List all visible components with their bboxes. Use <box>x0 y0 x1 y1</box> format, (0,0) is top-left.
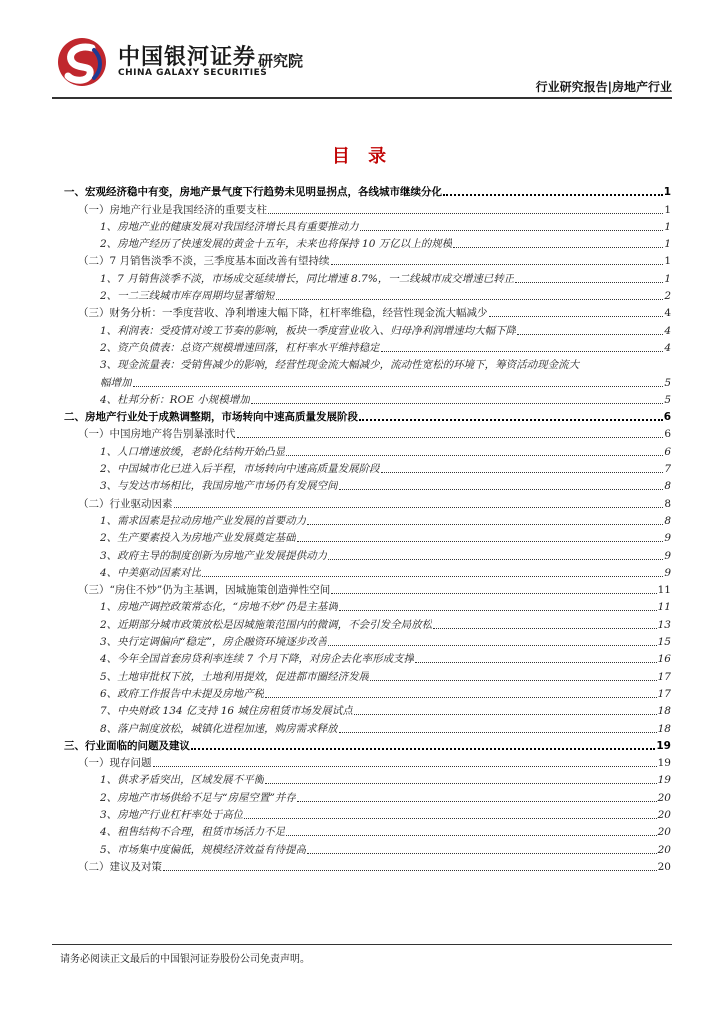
page-header <box>0 0 724 100</box>
toc-dot-leader <box>359 419 663 421</box>
toc-entry-label: 5、市场集中度偏低，规模经济效益有待提高 <box>100 843 307 856</box>
toc-entry[interactable] <box>64 441 671 458</box>
toc-entry-page: 9 <box>664 566 671 579</box>
toc-entry-page: 15 <box>657 636 671 649</box>
toc-entry-label: 4、租售结构不合理，租赁市场活力不足 <box>100 826 286 839</box>
toc-entry[interactable] <box>64 666 671 683</box>
toc-entry[interactable] <box>64 251 671 268</box>
galaxy-s-logo-icon <box>56 36 108 88</box>
toc-entry-label: （一）现存问题 <box>78 757 152 770</box>
toc-entry-page: 1 <box>663 186 671 199</box>
toc-entry-page: 20 <box>657 808 671 821</box>
toc-entry-label: 3、与发达市场相比，我国房地产市场仍有发展空间 <box>100 480 338 493</box>
toc-entry-page: 18 <box>657 705 671 718</box>
toc-entry-page: 6 <box>663 411 671 424</box>
toc-entry-page: 1 <box>664 255 671 268</box>
toc-entry-label: 4、杜邦分析：ROE 小规模增加 <box>100 393 250 406</box>
toc-entry-page: 1 <box>664 238 671 251</box>
report-category: 行业研究报告|房地产行业 <box>535 80 672 94</box>
toc-entry-page: 11 <box>657 601 671 614</box>
toc-entry-label: 1、人口增速放缓，老龄化结构开始凸显 <box>100 445 286 458</box>
toc-entry-label: 6、政府工作报告中未提及房地产税 <box>100 687 265 700</box>
toc-entry-label: 2、中国城市化已进入后半程，市场转向中速高质量发展阶段 <box>100 463 380 476</box>
toc-entry-page: 7 <box>664 463 671 476</box>
toc-entry[interactable] <box>64 303 671 320</box>
toc-entry-page: 1 <box>664 220 671 233</box>
toc-entry-label: （二）建议及对策 <box>78 860 162 873</box>
toc-entry[interactable] <box>64 753 671 770</box>
toc-dot-leader <box>268 213 663 214</box>
toc-entry[interactable] <box>64 614 671 631</box>
toc-entry[interactable] <box>64 355 671 372</box>
toc-dot-leader <box>202 576 663 577</box>
toc-entry[interactable] <box>64 338 671 355</box>
toc-dot-leader <box>354 714 657 715</box>
toc-entry[interactable] <box>64 718 671 735</box>
toc-dot-leader <box>370 680 656 681</box>
toc-entry-page: 5 <box>664 393 671 406</box>
toc-entry-label: 三、行业面临的问题及建议 <box>64 739 190 752</box>
toc-entry[interactable] <box>64 199 671 216</box>
toc-dot-leader <box>265 697 656 698</box>
toc-entry-page: 16 <box>657 653 671 666</box>
toc-entry[interactable] <box>64 182 671 199</box>
toc-entry-page: 1 <box>664 272 671 285</box>
toc-entry[interactable] <box>64 476 671 493</box>
toc-entry[interactable] <box>64 684 671 701</box>
toc-entry[interactable] <box>64 528 671 545</box>
toc-entry[interactable] <box>64 286 671 303</box>
toc-dot-leader <box>307 853 656 854</box>
toc-entry-label: 幅增加 <box>100 376 132 389</box>
toc-dot-leader <box>328 559 663 560</box>
toc-entry[interactable] <box>64 839 671 856</box>
toc-dot-leader <box>153 766 657 767</box>
toc-entry-page: 17 <box>657 687 671 700</box>
toc-entry-label: 1、7 月销售淡季不淡，市场成交延续增长，同比增速 8.7%，一二线城市成交增速已转正 <box>100 272 515 285</box>
toc-entry[interactable] <box>64 424 671 441</box>
toc-entry[interactable] <box>64 632 671 649</box>
toc-entry-label: 2、近期部分城市政策放松是因城施策范围内的微调，不会引发全局放松 <box>100 618 433 631</box>
toc-entry[interactable] <box>64 822 671 839</box>
toc-entry-page: 8 <box>664 514 671 527</box>
toc-entry[interactable] <box>64 511 671 528</box>
toc-entry-label: 3、央行定调偏向“稳定”，房企融资环境逐步改善 <box>100 636 328 649</box>
toc-entry-page: 18 <box>657 722 671 735</box>
toc-entry-label: 7、中央财政 134 亿支持 16 城住房租赁市场发展试点 <box>100 705 353 718</box>
toc-dot-leader <box>489 316 664 317</box>
toc-dot-leader <box>174 507 664 508</box>
toc-entry-page: 4 <box>664 324 671 337</box>
toc-entry-label: 3、房地产行业杠杆率处于高位 <box>100 808 244 821</box>
toc-entry[interactable] <box>64 857 671 874</box>
toc-entry-label: 4、今年全国首套房贷利率连续 7 个月下降，对房企去化率形成支撑 <box>100 653 415 666</box>
toc-entry-label: 2、一二三线城市库存周期均显著缩短 <box>100 290 275 303</box>
toc-entry-label: 1、利润表：受疫情对竣工节奏的影响，板块一季度营业收入、归母净利润增速均大幅下降 <box>100 324 517 337</box>
toc-entry-label: 2、生产要素投入为房地产业发展奠定基础 <box>100 532 296 545</box>
toc-entry-page: 9 <box>664 549 671 562</box>
toc-dot-leader <box>331 264 664 265</box>
toc-dot-leader <box>415 662 657 663</box>
toc-entry[interactable] <box>64 320 671 337</box>
toc-dot-leader <box>191 748 655 750</box>
footer-disclaimer: 请务必阅读正文最后的中国银河证券股份公司免责声明。 <box>60 954 310 965</box>
toc-entry-page: 19 <box>657 774 671 787</box>
toc-dot-leader <box>443 194 663 196</box>
toc-entry[interactable] <box>64 390 671 407</box>
toc-entry[interactable] <box>64 545 671 562</box>
toc-entry-page: 20 <box>657 860 671 873</box>
toc-entry-label: 1、需求因素是拉动房地产业发展的首要动力 <box>100 514 307 527</box>
toc-entry[interactable] <box>64 268 671 285</box>
toc-dot-leader <box>297 541 664 542</box>
toc-entry-label: （一）中国房地产将告别暴涨时代 <box>78 428 236 441</box>
toc-entry-page: 20 <box>657 826 671 839</box>
toc-entry[interactable] <box>64 787 671 804</box>
toc-dot-leader <box>251 403 664 404</box>
toc-entry[interactable] <box>64 459 671 476</box>
toc-dot-leader <box>265 783 656 784</box>
toc-dot-leader <box>237 437 664 438</box>
toc-entry-label: 3、政府主导的制度创新为房地产业发展提供动力 <box>100 549 328 562</box>
toc-dot-leader <box>517 334 663 335</box>
toc-entry-label: 4、中美驱动因素对比 <box>100 566 202 579</box>
toc-dot-leader <box>297 801 657 802</box>
toc-entry-label: 5、土地审批权下放，土地利用提效，促进都市圈经济发展 <box>100 670 370 683</box>
toc-dot-leader <box>163 870 657 871</box>
toc-dot-leader <box>381 351 664 352</box>
toc-entry-label: （二）7 月销售淡季不淡，三季度基本面改善有望持续 <box>78 255 330 268</box>
brand-institute: 研究院 <box>258 52 304 70</box>
toc-entry-label: （二）行业驱动因素 <box>78 497 173 510</box>
toc-entry-label: 2、房地产经历了快速发展的黄金十五年，未来也将保持 10 万亿以上的规模 <box>100 238 453 251</box>
toc-dot-leader <box>286 835 656 836</box>
toc-entry-label: （一）房地产行业是我国经济的重要支柱 <box>78 203 267 216</box>
toc-entry-page: 5 <box>664 376 671 389</box>
table-of-contents <box>64 182 671 874</box>
toc-dot-leader <box>331 593 656 594</box>
toc-entry[interactable] <box>64 407 671 424</box>
toc-entry-label: 2、房地产市场供给不足与“房屋空置”并存 <box>100 791 296 804</box>
toc-entry[interactable] <box>64 649 671 666</box>
toc-entry-page: 8 <box>664 497 671 510</box>
toc-entry[interactable] <box>64 563 671 580</box>
toc-entry-page: 4 <box>664 307 671 320</box>
toc-entry-label: （三）财务分析：一季度营收、净利增速大幅下降，杠杆率维稳，经营性现金流大幅减少 <box>78 307 488 320</box>
toc-dot-leader <box>286 455 663 456</box>
footer-divider <box>52 944 672 945</box>
toc-entry-page: 19 <box>657 757 671 770</box>
toc-entry-page: 13 <box>657 618 671 631</box>
toc-entry-label: 2、资产负债表：总资产规模增速回落，杠杆率水平维持稳定 <box>100 341 380 354</box>
toc-dot-leader <box>381 472 664 473</box>
header-divider <box>52 97 672 99</box>
toc-dot-leader <box>360 230 664 231</box>
toc-entry-page: 1 <box>664 203 671 216</box>
toc-dot-leader <box>307 524 663 525</box>
toc-entry-page: 9 <box>664 532 671 545</box>
toc-entry-page: 11 <box>657 584 671 597</box>
toc-entry[interactable] <box>64 597 671 614</box>
toc-entry-label: 一、宏观经济稳中有变，房地产景气度下行趋势未见明显拐点，各线城市继续分化 <box>64 186 442 199</box>
toc-dot-leader <box>339 489 664 490</box>
toc-title: 目 录 <box>331 146 393 167</box>
toc-dot-leader <box>133 386 664 387</box>
toc-entry-page: 20 <box>657 843 671 856</box>
toc-dot-leader <box>276 299 664 300</box>
toc-dot-leader <box>453 247 663 248</box>
toc-entry-label: 1、房地产调控政策常态化，“房地不炒”仍是主基调 <box>100 601 338 614</box>
brand-name-chinese: 中国银河证券 <box>118 45 257 70</box>
toc-dot-leader <box>515 282 663 283</box>
toc-dot-leader <box>339 732 657 733</box>
toc-dot-leader <box>339 610 657 611</box>
toc-entry-label: 8、落户制度放松，城镇化进程加速，购房需求释放 <box>100 722 338 735</box>
toc-entry-page: 19 <box>656 739 671 752</box>
toc-entry[interactable] <box>64 736 671 753</box>
toc-dot-leader <box>244 818 656 819</box>
toc-entry-label: 1、供求矛盾突出，区域发展不平衡 <box>100 774 265 787</box>
toc-dot-leader <box>328 645 656 646</box>
toc-entry-page: 4 <box>664 341 671 354</box>
toc-entry[interactable] <box>64 493 671 510</box>
toc-entry-page: 6 <box>664 428 671 441</box>
toc-dot-leader <box>433 628 656 629</box>
toc-entry-page: 20 <box>657 791 671 804</box>
toc-entry[interactable] <box>64 805 671 822</box>
toc-entry-label: （三）“房住不炒”仍为主基调，因城施策创造弹性空间 <box>78 584 331 597</box>
toc-entry[interactable] <box>64 770 671 787</box>
toc-entry-page: 8 <box>664 480 671 493</box>
toc-entry-label: 二、房地产行业处于成熟调整期，市场转向中速高质量发展阶段 <box>64 411 358 424</box>
toc-entry[interactable] <box>64 580 671 597</box>
toc-entry-label: 1、房地产业的健康发展对我国经济增长具有重要推动力 <box>100 220 359 233</box>
toc-entry[interactable] <box>64 217 671 234</box>
toc-entry[interactable] <box>64 372 671 389</box>
toc-entry[interactable] <box>64 234 671 251</box>
toc-entry-page: 6 <box>664 445 671 458</box>
toc-entry-label: 3、现金流量表：受销售减少的影响，经营性现金流大幅减少，流动性宽松的环境下，筹资活动现金流大 <box>100 359 580 372</box>
toc-entry-page: 17 <box>657 670 671 683</box>
toc-entry-page: 2 <box>664 290 671 303</box>
toc-entry[interactable] <box>64 701 671 718</box>
brand-name-english: CHINA GALAXY SECURITIES <box>118 68 268 78</box>
